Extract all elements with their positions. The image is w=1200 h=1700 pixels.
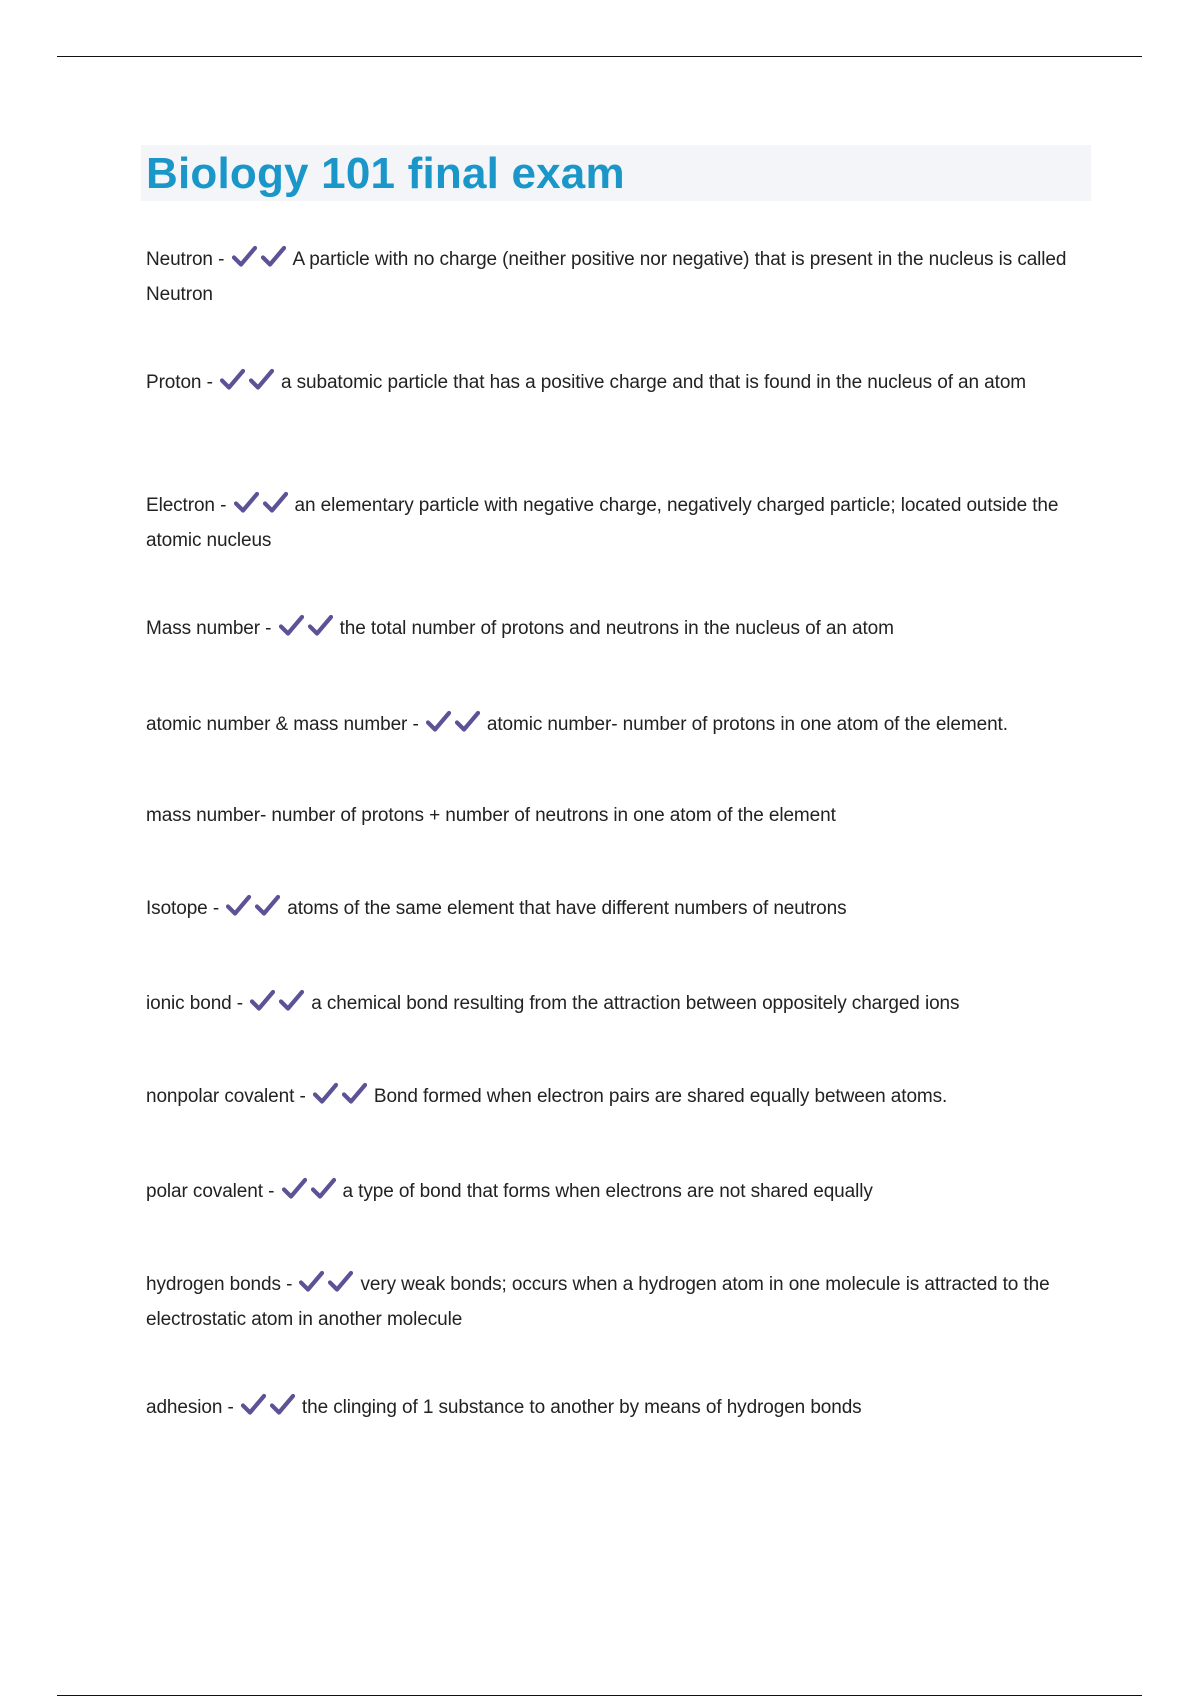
separator: - — [212, 249, 230, 270]
check-icon — [328, 1270, 353, 1294]
separator: - — [207, 898, 225, 919]
check-icon — [249, 368, 274, 392]
definition: a subatomic particle that has a positive charge and that is found in the nucleus of an atom — [280, 372, 1027, 393]
check-icon — [241, 1393, 266, 1417]
check-icon — [226, 894, 251, 918]
definition: atoms of the same element that have different numbers of neutrons — [287, 898, 847, 919]
term: polar covalent — [146, 1181, 263, 1202]
term: nonpolar covalent — [146, 1086, 295, 1107]
separator: - — [407, 714, 424, 735]
definition: the clinging of 1 substance to another by means of hydrogen bonds — [301, 1397, 862, 1418]
entry-hydrogen-bonds — [146, 1270, 1096, 1335]
double-check-icon — [313, 1082, 371, 1117]
term: Proton — [146, 372, 202, 393]
check-icon — [282, 1177, 307, 1201]
check-icon — [311, 1177, 336, 1201]
double-check-icon — [279, 614, 337, 649]
double-check-icon — [299, 1270, 357, 1305]
definition: A particle with no charge (neither positive nor negative) that is present in the nucleus is called Neutron — [146, 249, 1067, 305]
entry-polar-covalent — [146, 1177, 1096, 1212]
separator: - — [201, 372, 218, 393]
term: ionic bond — [146, 993, 232, 1014]
definition: the total number of protons and neutrons in the nucleus of an atom — [339, 618, 894, 639]
term: Neutron — [146, 249, 213, 270]
check-icon — [313, 1082, 338, 1106]
double-check-icon — [426, 710, 484, 745]
check-icon — [299, 1270, 324, 1294]
bottom-rule — [57, 1695, 1142, 1696]
definition: Bond formed when electron pairs are shared equally between atoms. — [373, 1086, 948, 1107]
check-icon — [220, 368, 245, 392]
term: Isotope — [146, 898, 208, 919]
check-icon — [270, 1393, 295, 1417]
double-check-icon — [226, 894, 284, 929]
separator: - — [280, 1274, 298, 1295]
double-check-icon — [282, 1177, 340, 1212]
check-icon — [279, 989, 304, 1013]
check-icon — [232, 245, 257, 269]
double-check-icon — [232, 245, 290, 280]
check-icon — [234, 491, 259, 515]
check-icon — [250, 989, 275, 1013]
double-check-icon — [241, 1393, 299, 1428]
entry-mass-number — [146, 614, 1096, 649]
definition: an elementary particle with negative charge, negatively charged particle; located outside the atomic nucleus — [146, 495, 1059, 551]
entry-ionic-bond — [146, 989, 1096, 1024]
entry-isotope — [146, 894, 1096, 929]
check-icon — [308, 614, 333, 638]
entry-mass-number-continued — [146, 801, 1096, 832]
entry-proton — [146, 368, 1096, 403]
check-icon — [263, 491, 288, 515]
double-check-icon — [220, 368, 278, 403]
separator: - — [294, 1086, 311, 1107]
definition: very weak bonds; occurs when a hydrogen atom in one molecule is attracted to the electrostatic atom in another molecule — [146, 1274, 1050, 1330]
check-icon — [455, 710, 480, 734]
term: Electron — [146, 495, 215, 516]
term: atomic number & mass number — [146, 714, 408, 735]
definition: atomic number- number of protons in one atom of the element. — [486, 714, 1008, 735]
double-check-icon — [234, 491, 292, 526]
entry-nonpolar-covalent — [146, 1082, 1096, 1117]
document-title: Biology 101 final exam — [146, 149, 625, 198]
entry-neutron — [146, 245, 1096, 310]
entry-atomic-and-mass-number — [146, 710, 1096, 745]
separator: - — [262, 1181, 280, 1202]
check-icon — [279, 614, 304, 638]
definition: a type of bond that forms when electrons are not shared equally — [342, 1181, 873, 1202]
entry-electron — [146, 491, 1096, 556]
paragraph-text: mass number- number of protons + number of neutrons in one atom of the element — [146, 805, 836, 826]
check-icon — [426, 710, 451, 734]
term: adhesion — [146, 1397, 223, 1418]
term: hydrogen bonds — [146, 1274, 281, 1295]
check-icon — [261, 245, 286, 269]
definition: a chemical bond resulting from the attraction between oppositely charged ions — [311, 993, 960, 1014]
check-icon — [342, 1082, 367, 1106]
separator: - — [260, 618, 277, 639]
top-rule — [57, 56, 1142, 57]
term: Mass number — [146, 618, 260, 639]
separator: - — [214, 495, 232, 516]
separator: - — [231, 993, 249, 1014]
double-check-icon — [250, 989, 308, 1024]
entry-adhesion — [146, 1393, 1096, 1428]
check-icon — [255, 894, 280, 918]
separator: - — [222, 1397, 239, 1418]
